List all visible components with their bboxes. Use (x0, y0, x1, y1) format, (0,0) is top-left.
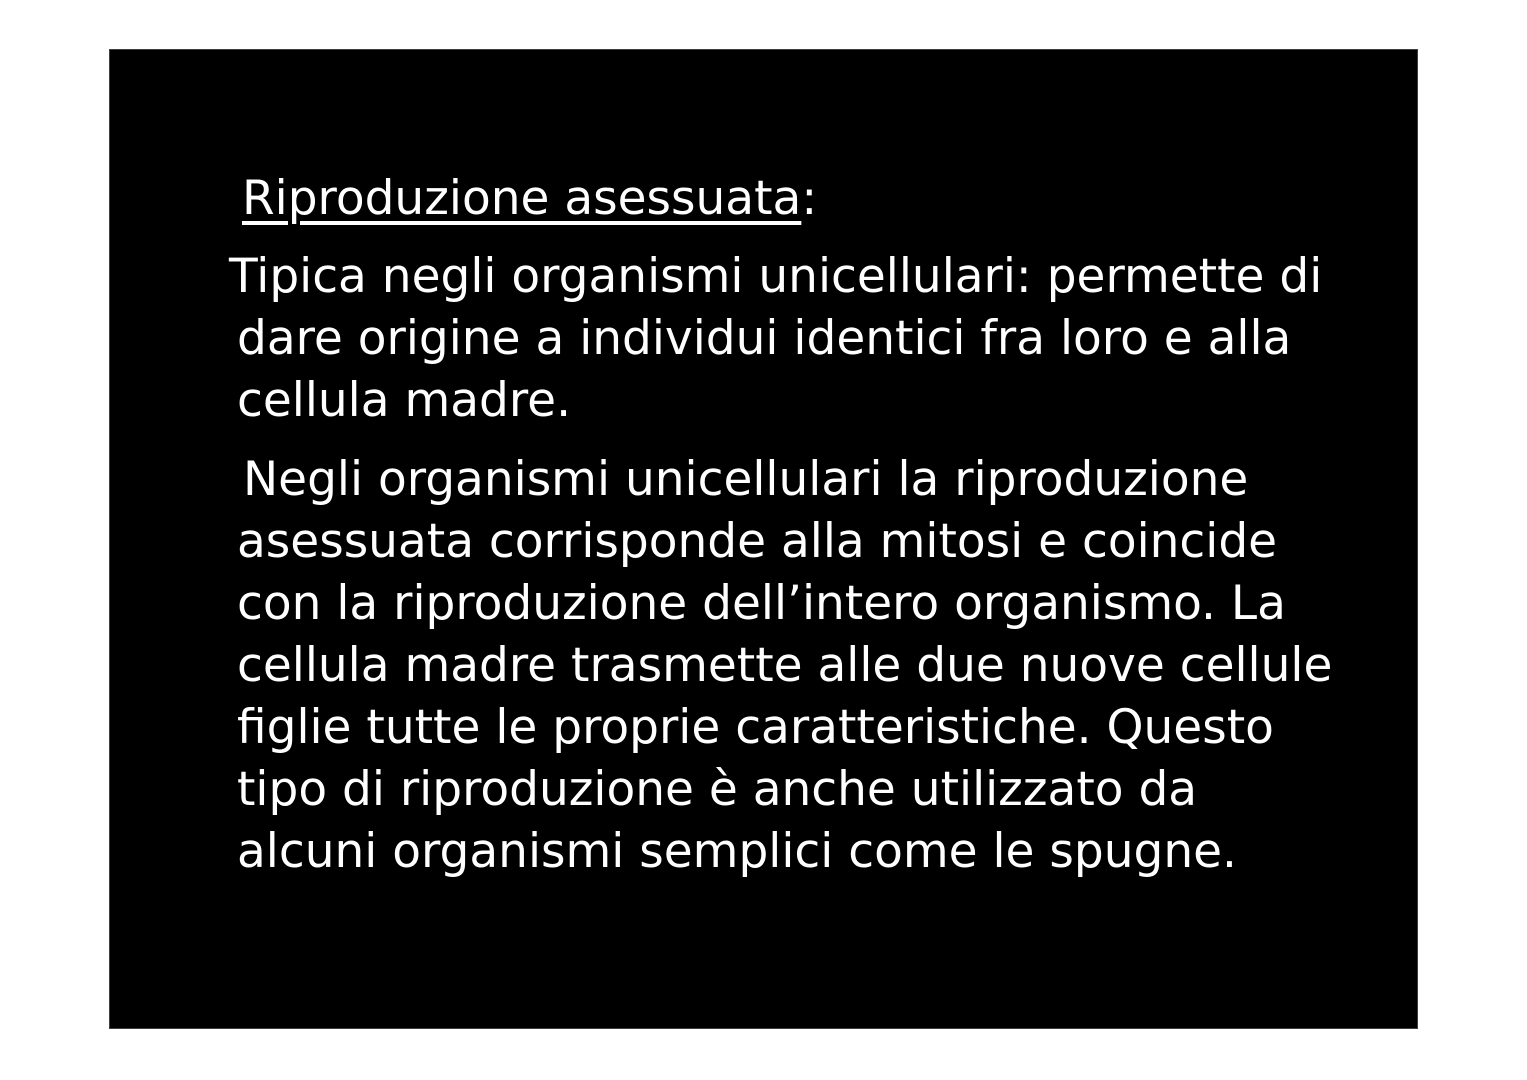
text-line: alcuni organismi semplici come le spugne. (237, 824, 1237, 879)
text-line: figlie tutte le proprie caratteristiche. Questo (237, 700, 1274, 755)
paragraph-1 (229, 246, 1387, 432)
text-line: Negli organismi unicellulari la riproduzione (243, 452, 1249, 507)
slide (110, 50, 1417, 1028)
text-line: asessuata corrisponde alla mitosi e coincide (237, 514, 1278, 569)
paragraph-2 (237, 449, 1387, 883)
slide-text-block (229, 168, 1387, 883)
text-line: cellula madre trasmette alle due nuove cellule (237, 638, 1333, 693)
slide-title (237, 168, 1387, 230)
text-line: tipo di riproduzione è anche utilizzato da (237, 762, 1198, 817)
text-line: cellula madre. (237, 373, 572, 428)
text-line: dare origine a individui identici fra loro e alla (237, 311, 1292, 366)
slide-title-colon: : (801, 171, 818, 226)
text-line: Tipica negli organismi unicellulari: permette di (229, 249, 1323, 304)
text-line: con la riproduzione dell’intero organismo. La (237, 576, 1286, 631)
slide-title-underlined-text: Riproduzione asessuata (242, 171, 802, 226)
